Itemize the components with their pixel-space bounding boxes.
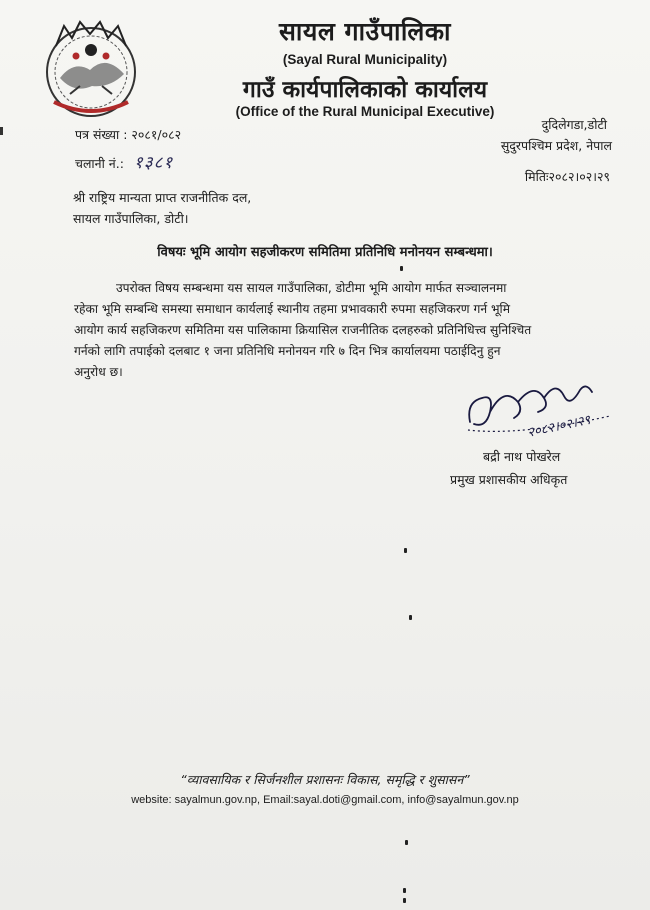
scan-speck <box>403 888 406 893</box>
dispatch-number-label: चलानी नं.: <box>75 156 124 171</box>
scan-speck <box>400 266 403 271</box>
letter-subject: विषयः भूमि आयोग सहजीकरण समितिमा प्रतिनिधि मनोनयन सम्बन्धमा। <box>157 245 493 260</box>
body-line: रहेका भूमि सम्बन्धि समस्या समाधान कार्यलाई स्थानीय तहमा प्रभावकारी रुपमा सहजिकरण गर्न भूमि <box>74 302 510 316</box>
letter-number-value: २०८१/०८२ <box>131 127 182 142</box>
municipality-name-nepali: सायल गाउँपालिका <box>278 17 452 46</box>
body-line: आयोग कार्य सहजिकरण समितिमा यस पालिकामा क्रियासिल राजनीतिक दलहरुको प्रतिनिधित्त्व सुनिश्चित <box>74 323 532 337</box>
signer-title: प्रमुख प्रशासकीय अधिकृत <box>450 472 568 487</box>
letter-date: मितिः२०८२।०२।२९ <box>524 169 610 184</box>
body-line: अनुरोध छ। <box>74 365 123 379</box>
footer-motto: “व्यावसायिक र सिर्जनशील प्रशासनः विकास, समृद्धि र शुसासन” <box>180 772 470 787</box>
office-name-english: (Office of the Rural Municipal Executive) <box>235 104 495 119</box>
signer-name: बद्री नाथ पोखरेल <box>483 449 561 464</box>
scan-speck <box>409 615 412 620</box>
footer-contact: website: sayalmun.gov.np, Email:sayal.doti@gmail.com, info@sayalmun.gov.np <box>131 794 519 806</box>
signature-date: २०८२।०२।२९ <box>526 412 592 441</box>
municipality-name-english: (Sayal Rural Municipality) <box>282 52 448 67</box>
nepal-government-emblem-icon <box>40 16 142 120</box>
letter-number-label: पत्र संख्या : <box>75 127 128 142</box>
scan-speck <box>404 548 407 553</box>
recipient-line2: सायल गाउँपालिका, डोटी। <box>73 211 189 226</box>
scan-speck <box>403 898 406 903</box>
office-name-nepali: गाउँ कार्यपालिकाको कार्यालय <box>242 77 488 103</box>
letter-body <box>74 278 614 383</box>
letter-number <box>75 126 181 143</box>
scan-edge-mark <box>0 127 3 135</box>
scan-speck <box>405 840 408 845</box>
recipient-line1: श्री राष्ट्रिय मान्यता प्राप्त राजनीतिक दल, <box>73 190 252 205</box>
handwritten-signature <box>460 372 620 442</box>
body-line: उपरोक्त विषय सम्बन्धमा यस सायल गाउँपालिका, डोटीमा भूमि आयोग मार्फत सञ्चालनमा <box>116 281 507 295</box>
office-address-line2: सुदुरपश्चिम प्रदेश, नेपाल <box>500 138 612 153</box>
dispatch-number <box>75 150 173 173</box>
dispatch-number-value: १३८१ <box>133 153 174 173</box>
office-address-line1: दुदिलेगडा,डोटी <box>541 117 607 132</box>
body-line: गर्नको लागि तपाईको दलबाट १ जना प्रतिनिधि मनोनयन गरि ७ दिन भित्र कार्यालयमा पठाईदिनु हुन <box>74 344 501 358</box>
